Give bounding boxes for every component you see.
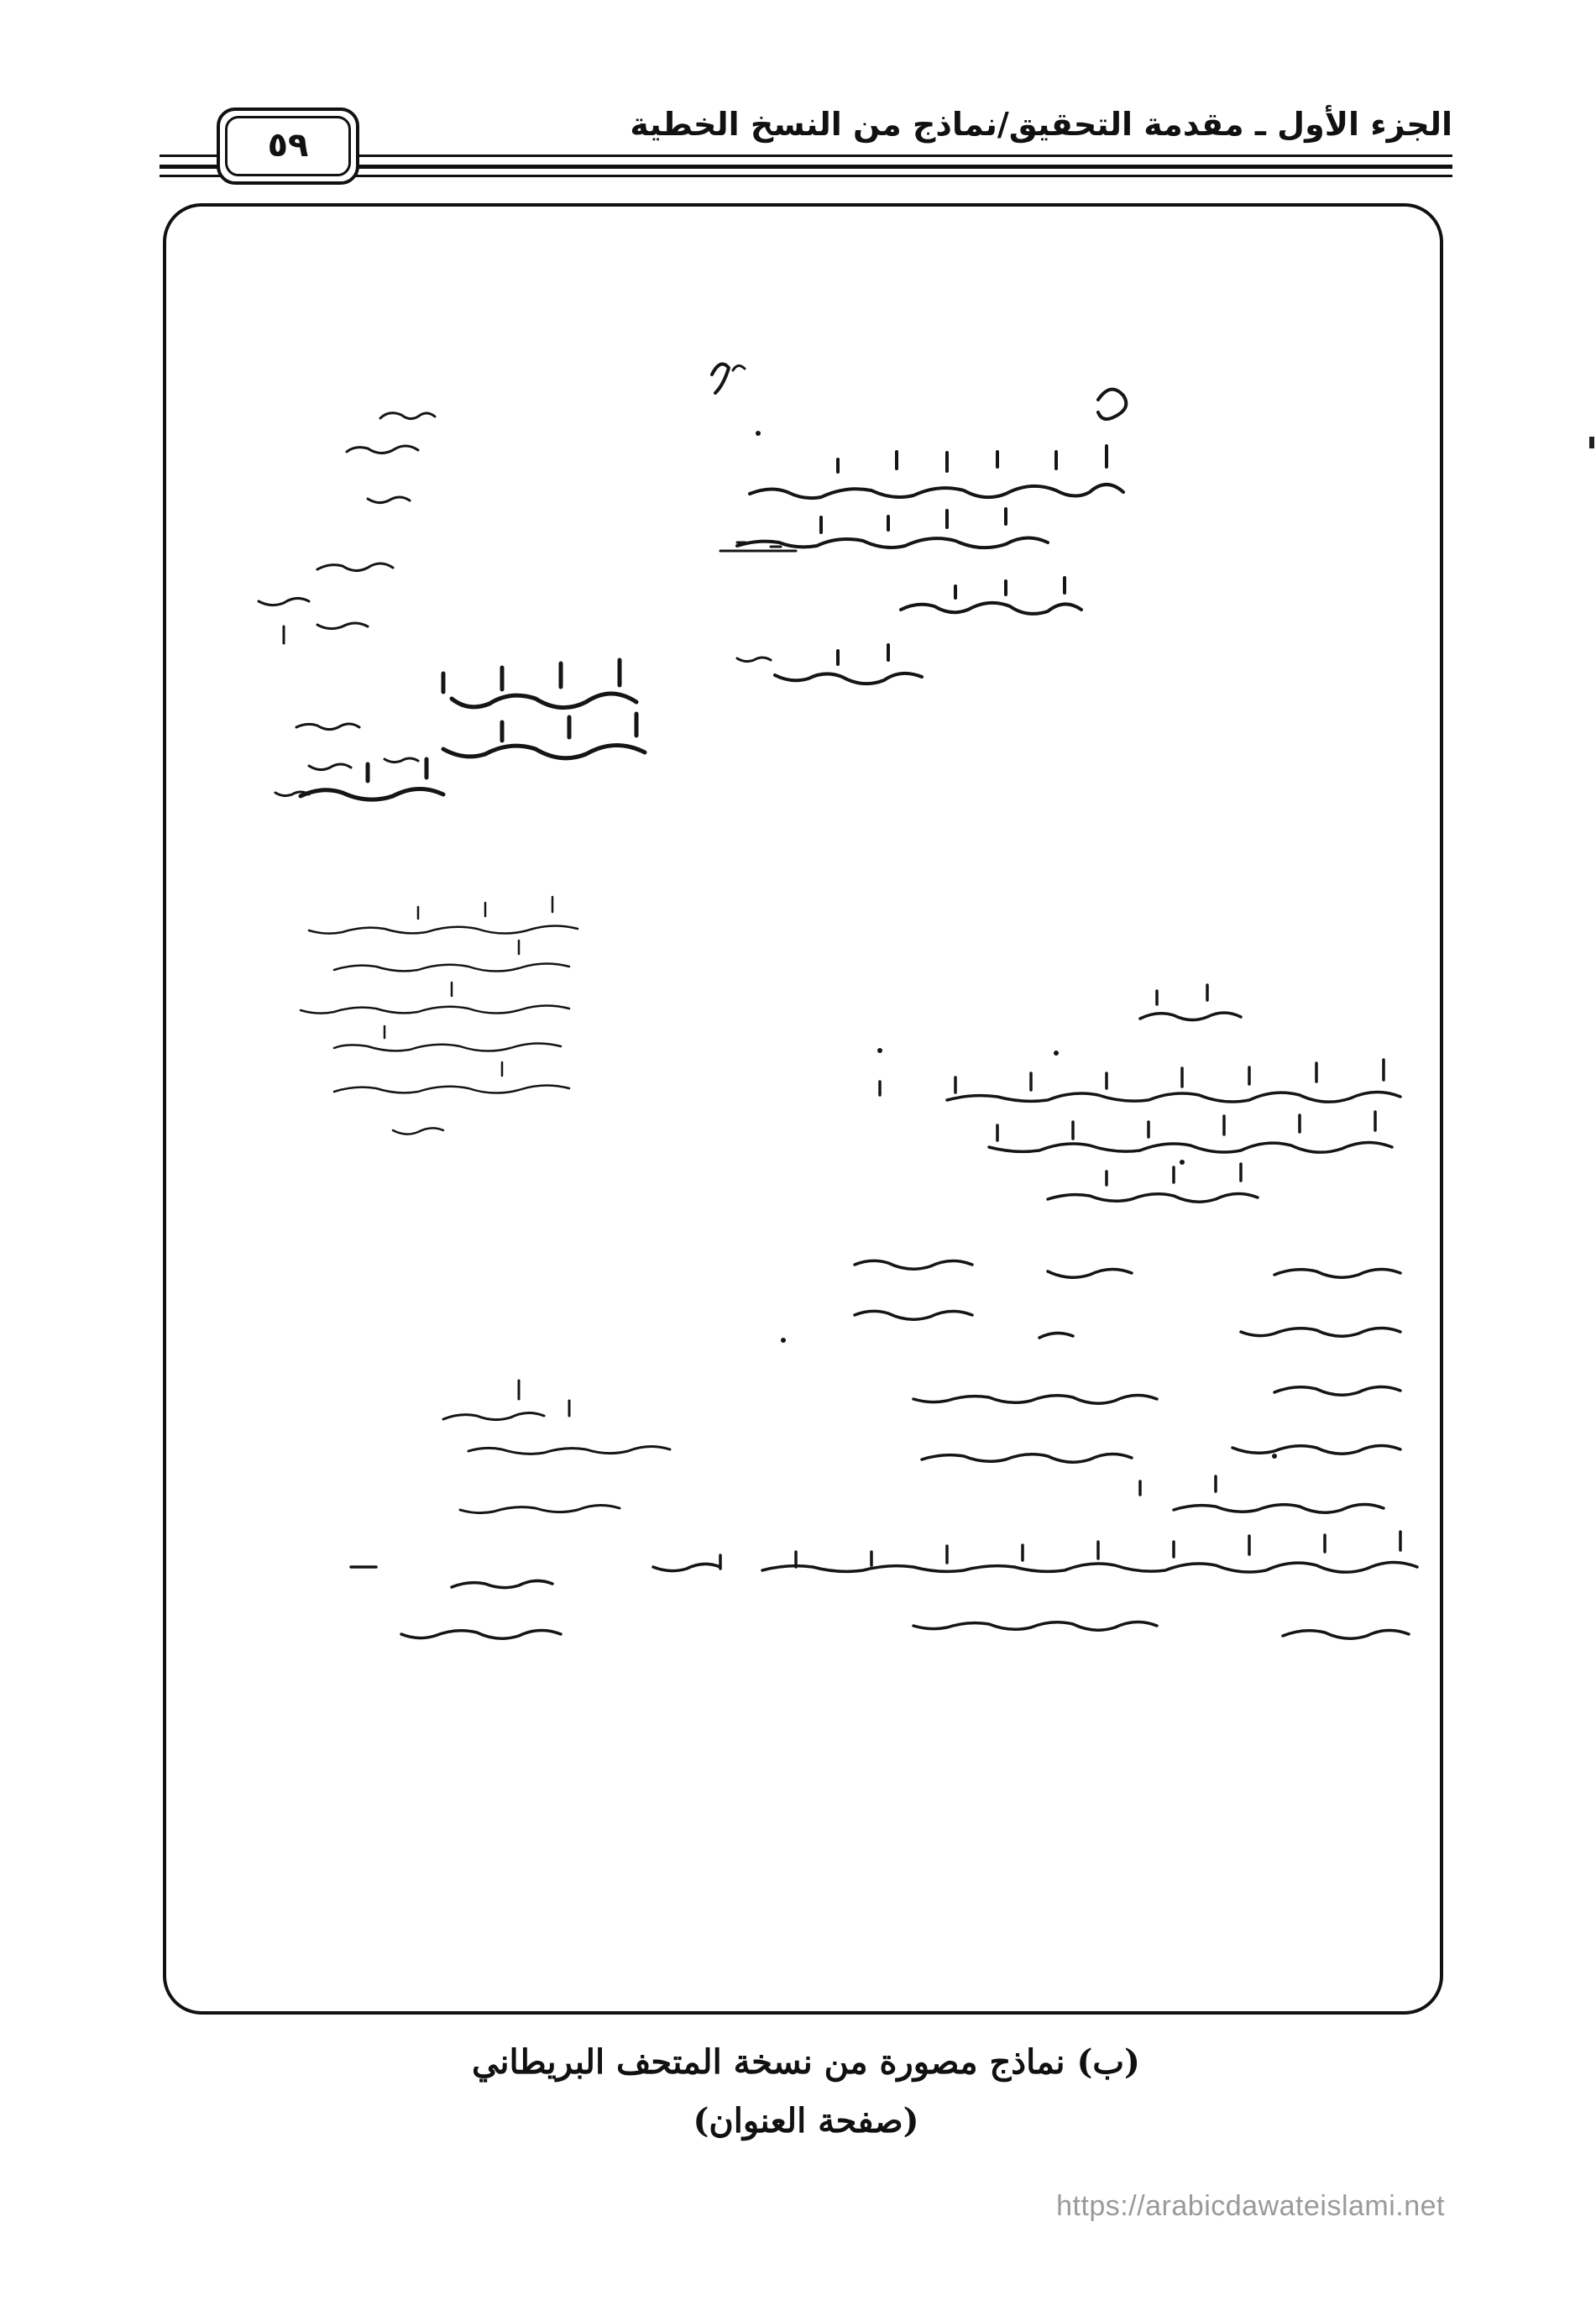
manuscript-frame — [163, 203, 1443, 2015]
watermark-url: https://arabicdawateislami.net — [1056, 2190, 1445, 2222]
header-title: الجزء الأول ـ مقدمة التحقيق/نماذج من النسخ الخطية — [630, 106, 1452, 143]
figure-subcaption: (صفحة العنوان) — [693, 2101, 919, 2141]
running-header — [160, 101, 1452, 193]
edge-mark — [1589, 437, 1594, 448]
page-number-box — [217, 107, 359, 185]
page-number: ٥٩ — [267, 126, 309, 165]
manuscript-image — [166, 207, 1447, 2018]
figure-caption: (ب) نماذج مصورة من نسخة المتحف البريطاني — [472, 2042, 1140, 2082]
